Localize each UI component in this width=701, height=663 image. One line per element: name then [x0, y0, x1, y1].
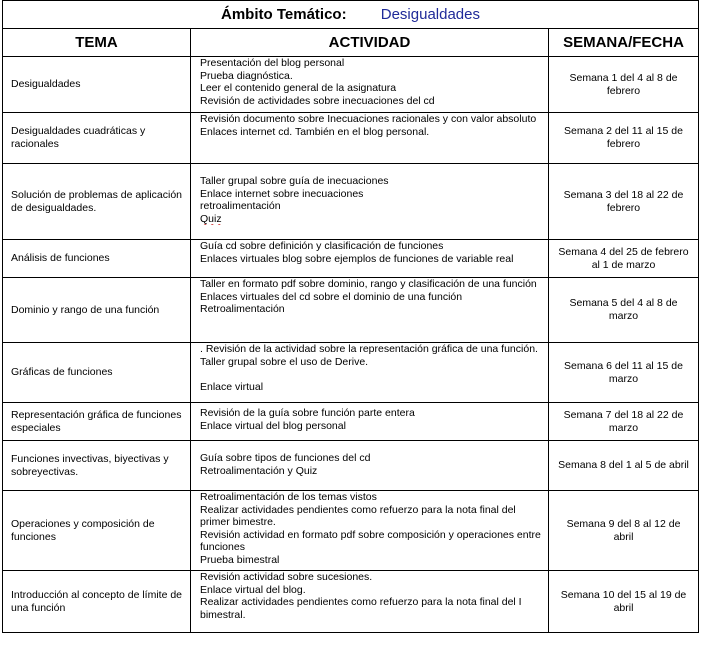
- actividad-item: Enlace virtual del blog.: [200, 583, 306, 596]
- actividad-cell: [191, 57, 549, 113]
- actividad-item: Enlaces virtuales del cd sobre el dominio de una función: [200, 290, 463, 303]
- actividad-item: Prueba diagnóstica.: [200, 69, 293, 82]
- column-header-actividad: ACTIVIDAD: [191, 29, 549, 57]
- table-row: [3, 113, 699, 164]
- actividad-cell: [191, 113, 549, 164]
- table-row: [3, 57, 699, 113]
- actividad-item: Retroalimentación: [200, 303, 285, 315]
- semana-cell: Semana 7 del 18 al 22 de marzo: [549, 403, 699, 441]
- actividad-item: Retroalimentación y Quiz: [200, 464, 318, 477]
- actividad-item: Quiz: [200, 212, 222, 225]
- table-row: [3, 343, 699, 403]
- actividad-item: . Revisión de la actividad sobre la representación gráfica de una función.: [200, 343, 538, 355]
- actividad-item: Revisión actividad en formato pdf sobre composición y operaciones entre funciones: [200, 528, 541, 553]
- column-header-semana: SEMANA/FECHA: [549, 29, 699, 57]
- schedule-table: [2, 0, 699, 633]
- semana-cell: Semana 3 del 18 al 22 de febrero: [549, 164, 699, 240]
- table-row: [3, 441, 699, 491]
- actividad-item: Revisión de actividades sobre inecuaciones del cd: [200, 94, 435, 107]
- semana-cell: Semana 10 del 15 al 19 de abril: [549, 571, 699, 633]
- table-row: [3, 491, 699, 571]
- actividad-item: Taller grupal sobre guía de inecuaciones: [200, 175, 389, 187]
- actividad-cell: [191, 240, 549, 278]
- actividad-item: Taller grupal sobre el uso de Derive.: [200, 355, 369, 368]
- tema-cell: Gráficas de funciones: [3, 343, 191, 403]
- ambito-row: [3, 1, 699, 29]
- actividad-item: Enlaces virtuales blog sobre ejemplos de funciones de variable real: [200, 252, 514, 265]
- planning-sheet: [2, 0, 698, 633]
- tema-cell: Operaciones y composición de funciones: [3, 491, 191, 571]
- tema-cell: Desigualdades: [3, 57, 191, 113]
- tema-cell: Introducción al concepto de límite de una función: [3, 571, 191, 633]
- actividad-item: Guía sobre tipos de funciones del cd: [200, 452, 371, 464]
- semana-cell: Semana 4 del 25 de febrero al 1 de marzo: [549, 240, 699, 278]
- actividad-item: Revisión actividad sobre sucesiones.: [200, 571, 373, 583]
- tema-cell: Representación gráfica de funciones especiales: [3, 403, 191, 441]
- actividad-item: Taller en formato pdf sobre dominio, rango y clasificación de una función: [200, 278, 537, 290]
- ambito-value: Desigualdades: [380, 6, 480, 23]
- table-row: [3, 240, 699, 278]
- semana-cell: Semana 8 del 1 al 5 de abril: [549, 441, 699, 491]
- actividad-item: Revisión de la guía sobre función parte entera: [200, 407, 415, 419]
- tema-cell: Dominio y rango de una función: [3, 278, 191, 343]
- tema-cell: Solución de problemas de aplicación de desigualdades.: [3, 164, 191, 240]
- ambito-label: Ámbito Temático:: [221, 6, 347, 23]
- semana-cell: Semana 9 del 8 al 12 de abril: [549, 491, 699, 571]
- actividad-cell: [191, 164, 549, 240]
- table-row: [3, 571, 699, 633]
- tema-cell: Análisis de funciones: [3, 240, 191, 278]
- actividad-item: Realizar actividades pendientes como refuerzo para la nota final del I bimestral.: [200, 596, 522, 621]
- semana-cell: Semana 5 del 4 al 8 de marzo: [549, 278, 699, 343]
- actividad-item: Enlaces internet cd. También en el blog personal.: [200, 125, 430, 138]
- table-row: [3, 278, 699, 343]
- actividad-item: Revisión documento sobre Inecuaciones racionales y con valor absoluto: [200, 113, 537, 125]
- actividad-cell: [191, 278, 549, 343]
- ambito-cell: [3, 1, 699, 29]
- actividad-item: Retroalimentación de los temas vistos: [200, 491, 377, 503]
- actividad-cell: [191, 491, 549, 571]
- actividad-item: Guía cd sobre definición y clasificación de funciones: [200, 240, 444, 252]
- table-row: [3, 403, 699, 441]
- tema-cell: Desigualdades cuadráticas y racionales: [3, 113, 191, 164]
- actividad-cell: [191, 343, 549, 403]
- actividad-cell: [191, 441, 549, 491]
- actividad-item: Enlace internet sobre inecuaciones: [200, 187, 364, 200]
- column-header-tema: TEMA: [3, 29, 191, 57]
- semana-cell: Semana 1 del 4 al 8 de febrero: [549, 57, 699, 113]
- actividad-item: Realizar actividades pendientes como refuerzo para la nota final del primer bimestre.: [200, 503, 516, 528]
- actividad-cell: [191, 571, 549, 633]
- table-row: [3, 164, 699, 240]
- actividad-item: Enlace virtual: [200, 380, 264, 393]
- semana-cell: Semana 6 del 11 al 15 de marzo: [549, 343, 699, 403]
- actividad-item: Prueba bimestral: [200, 553, 280, 566]
- actividad-cell: [191, 403, 549, 441]
- actividad-item: Presentación del blog personal: [200, 57, 345, 69]
- actividad-item: Leer el contenido general de la asignatura: [200, 82, 397, 94]
- header-row: [3, 29, 699, 57]
- actividad-item: retroalimentación: [200, 200, 281, 212]
- actividad-item: Enlace virtual del blog personal: [200, 419, 346, 432]
- tema-cell: Funciones invectivas, biyectivas y sobreyectivas.: [3, 441, 191, 491]
- semana-cell: Semana 2 del 11 al 15 de febrero: [549, 113, 699, 164]
- actividad-item: [200, 368, 544, 381]
